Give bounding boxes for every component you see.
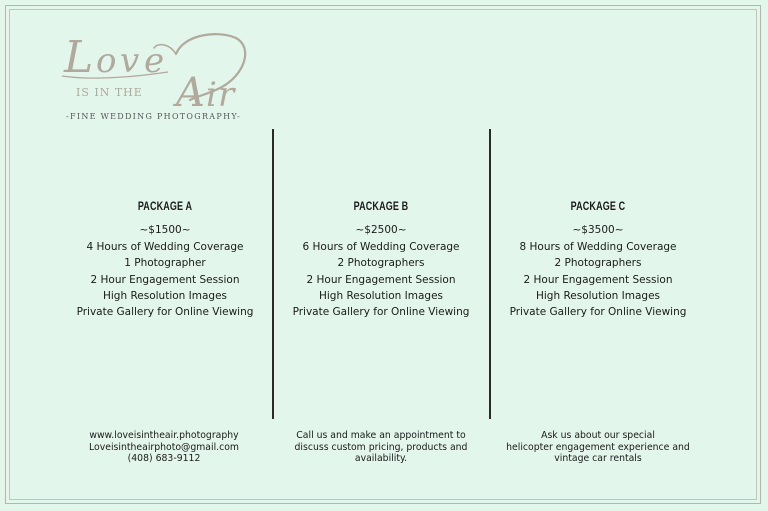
package-feature: Private Gallery for Online Viewing bbox=[76, 306, 254, 319]
note-line: helicopter engagement experience and bbox=[506, 441, 690, 453]
package-feature: Private Gallery for Online Viewing bbox=[292, 306, 470, 319]
note-line: Ask us about our special bbox=[541, 430, 655, 441]
column-divider-right bbox=[489, 129, 491, 419]
package-feature: 4 Hours of Wedding Coverage bbox=[86, 240, 244, 253]
package-feature: 2 Hour Engagement Session bbox=[306, 273, 456, 286]
brand-logo bbox=[58, 26, 258, 126]
svg-text:L: L bbox=[64, 32, 94, 83]
svg-text:A: A bbox=[176, 70, 205, 116]
package-feature: 2 Hour Engagement Session bbox=[90, 273, 240, 286]
custom-pricing-note bbox=[281, 430, 481, 465]
special-offer-note bbox=[498, 430, 698, 465]
package-feature: 2 Photographers bbox=[337, 257, 425, 270]
svg-text:IS IN THE: IS IN THE bbox=[76, 86, 143, 99]
package-feature: Private Gallery for Online Viewing bbox=[509, 306, 687, 319]
package-price: ~$2500~ bbox=[355, 224, 407, 237]
svg-text:r: r bbox=[218, 75, 235, 115]
logo-tagline: -FINE WEDDING PHOTOGRAPHY- bbox=[66, 112, 242, 121]
website-link[interactable]: www.loveisintheair.photography bbox=[89, 430, 239, 441]
package-feature: 6 Hours of Wedding Coverage bbox=[302, 240, 460, 253]
package-feature: 1 Photographer bbox=[124, 257, 206, 270]
package-feature: High Resolution Images bbox=[102, 290, 228, 303]
svg-text:v: v bbox=[120, 41, 140, 81]
package-c bbox=[493, 198, 703, 321]
column-divider-left bbox=[272, 129, 274, 419]
package-feature: High Resolution Images bbox=[535, 290, 661, 303]
note-line: vintage car rentals bbox=[554, 453, 642, 464]
package-feature: 8 Hours of Wedding Coverage bbox=[519, 240, 677, 253]
package-price: ~$3500~ bbox=[572, 224, 624, 237]
contact-info bbox=[64, 430, 264, 465]
package-b bbox=[276, 198, 486, 321]
package-title: PACKAGE A bbox=[137, 199, 193, 213]
package-title: PACKAGE B bbox=[353, 199, 409, 213]
note-line: availability. bbox=[354, 453, 408, 464]
package-a bbox=[60, 198, 270, 321]
svg-text:o: o bbox=[96, 41, 117, 81]
logo-artwork-icon bbox=[58, 26, 258, 116]
package-price: ~$1500~ bbox=[139, 224, 191, 237]
package-feature: High Resolution Images bbox=[318, 290, 444, 303]
package-feature: 2 Photographers bbox=[554, 257, 642, 270]
svg-text:e: e bbox=[144, 41, 165, 81]
package-feature: 2 Hour Engagement Session bbox=[523, 273, 673, 286]
phone-number[interactable]: (408) 683-9112 bbox=[127, 453, 201, 464]
svg-text:i: i bbox=[206, 75, 217, 115]
note-line: Call us and make an appointment to bbox=[296, 430, 466, 441]
package-title: PACKAGE C bbox=[570, 199, 626, 213]
note-line: discuss custom pricing, products and bbox=[294, 441, 468, 453]
email-link[interactable]: Loveisintheairphoto@gmail.com bbox=[89, 441, 239, 453]
